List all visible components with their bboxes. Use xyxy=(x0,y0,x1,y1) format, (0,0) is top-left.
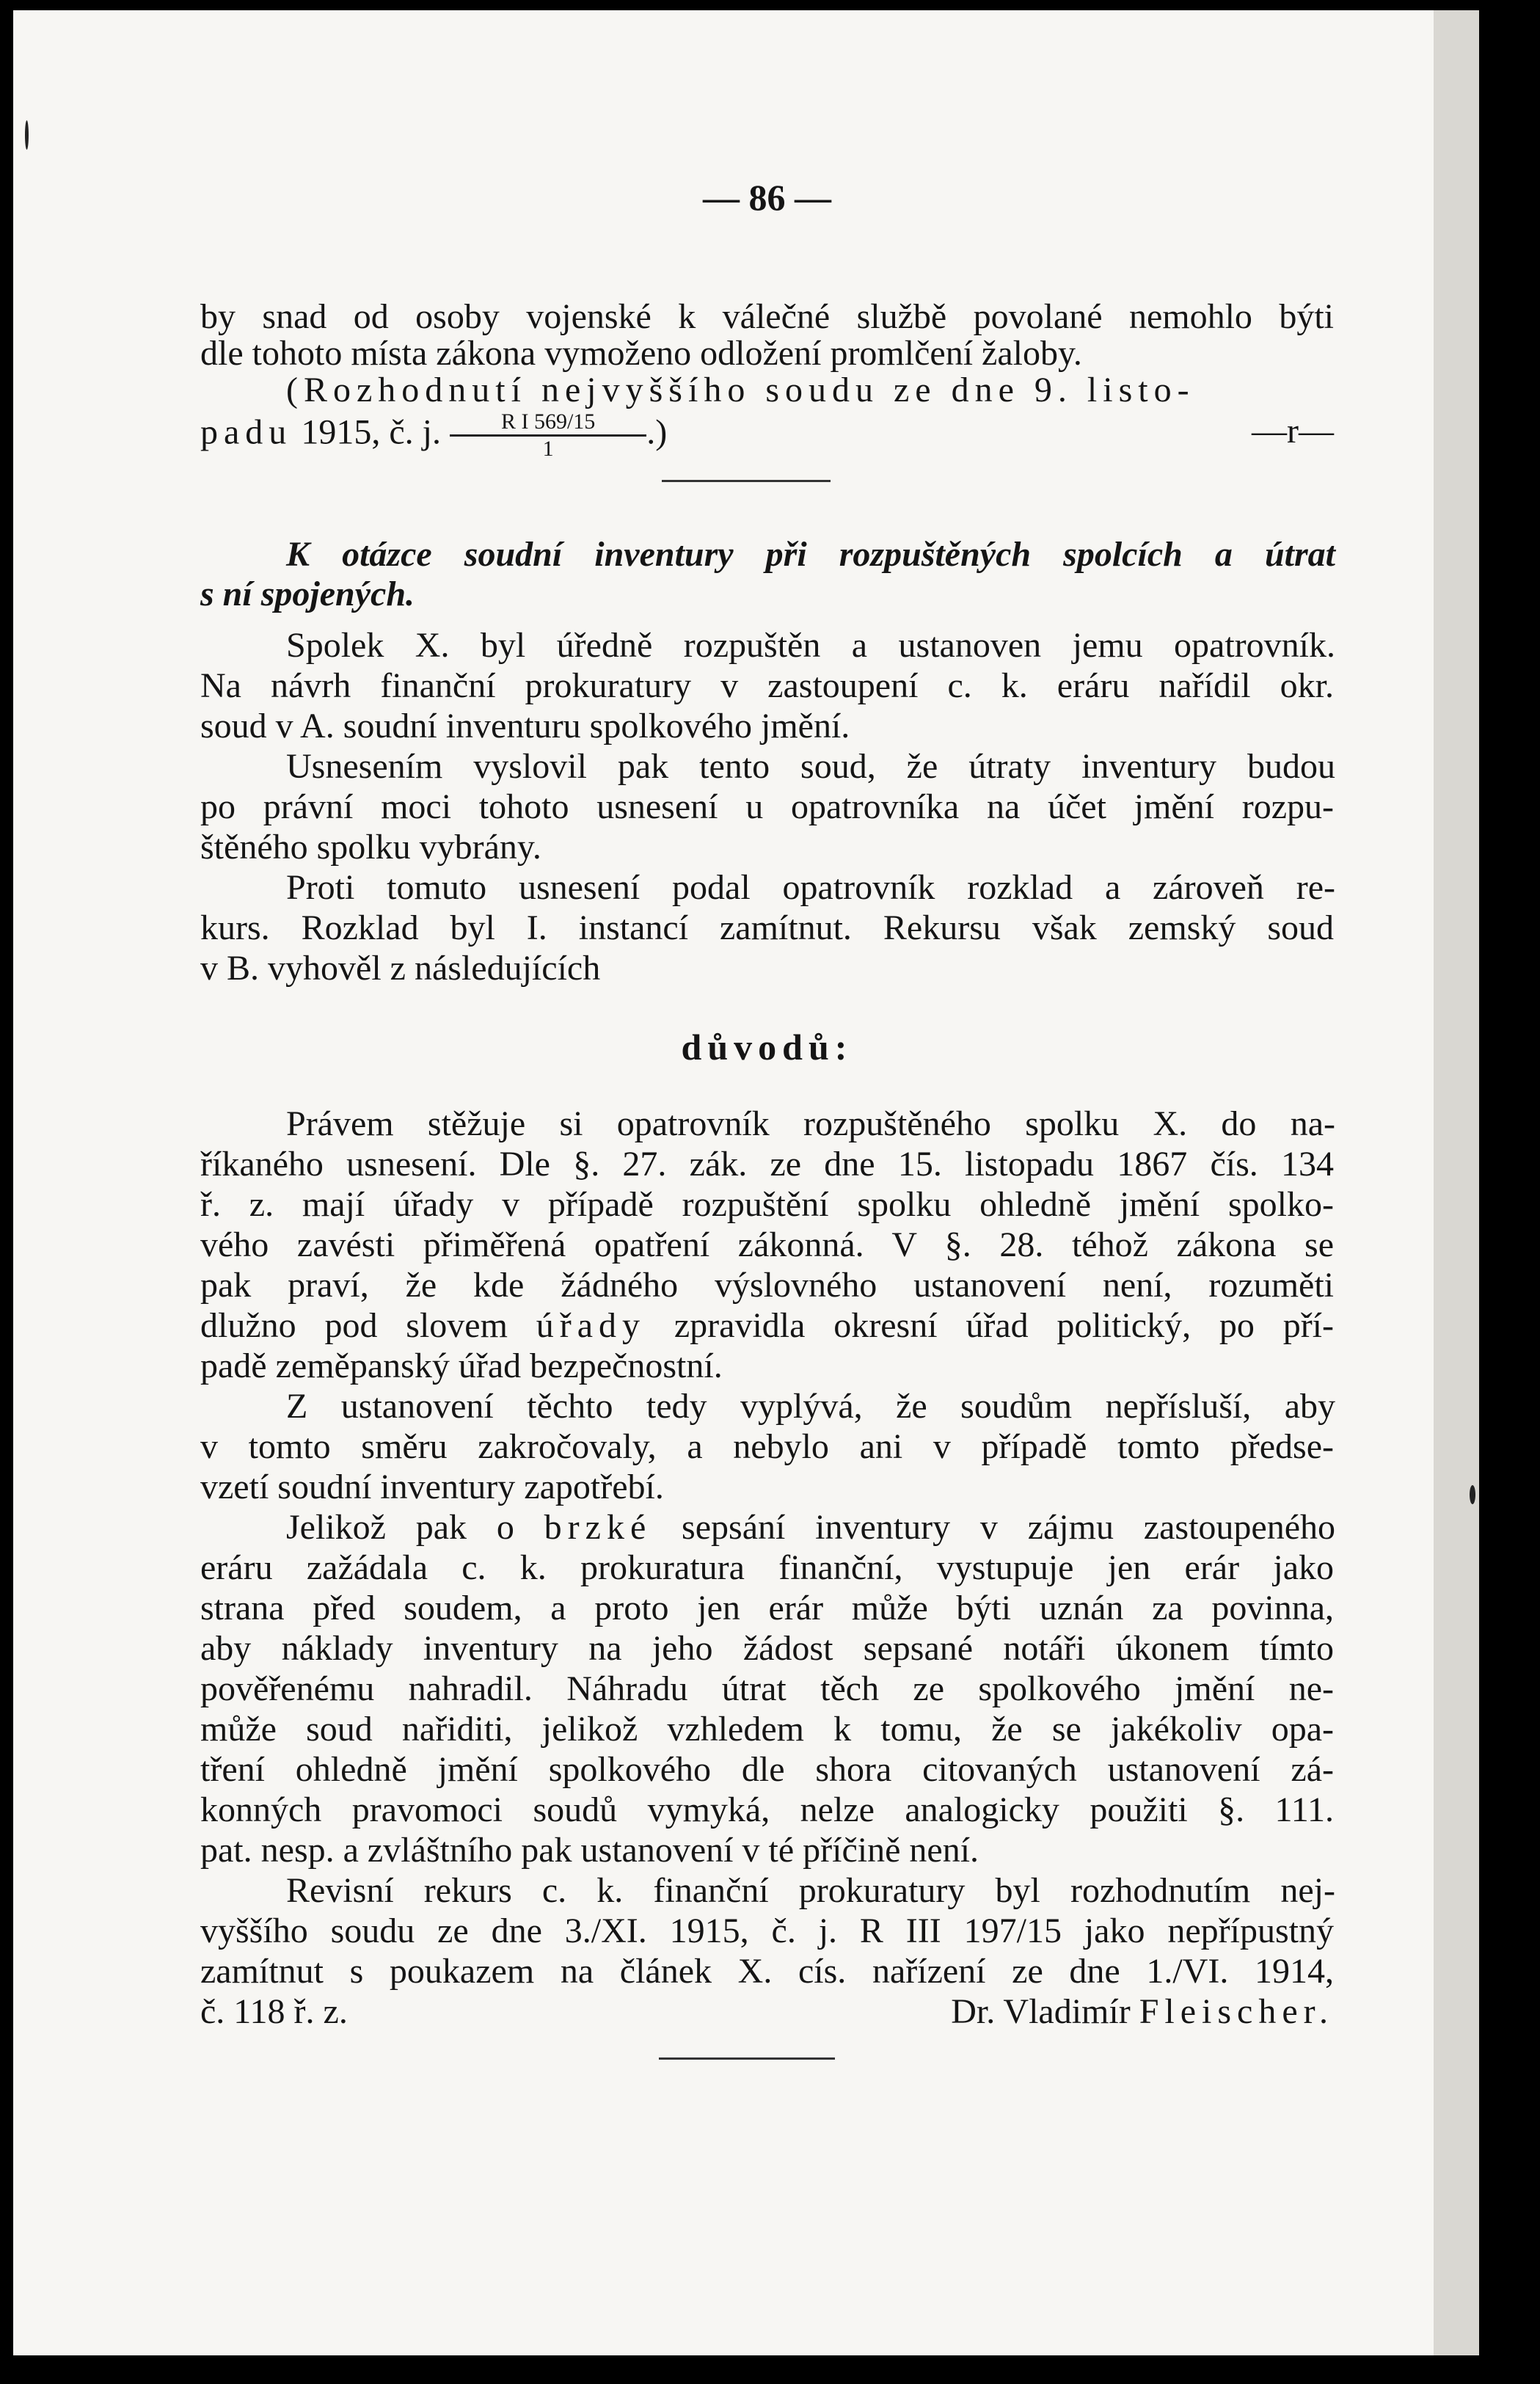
section-divider xyxy=(659,2057,835,2060)
scanned-page xyxy=(13,10,1479,2355)
text-line: eráru zažádala c. k. prokuratura finanční, vystupuje jen erár jako xyxy=(200,1548,1334,1587)
text-line: pat. nesp. a zvláštního pak ustanovení v té příčině není. xyxy=(200,1831,979,1870)
author-name xyxy=(951,1990,1334,2034)
text-line: Z ustanovení těchto tedy vyplývá, že soudům nepřísluší, aby xyxy=(286,1387,1335,1426)
text-line xyxy=(200,1304,1334,1348)
citation-word: padu xyxy=(200,412,293,452)
text-line: pověřenému nahradil. Náhradu útrat těch ze spolkového jmění ne- xyxy=(200,1669,1334,1708)
text-line: strana před soudem, a proto jen erár může býti uznán za povinna, xyxy=(200,1589,1334,1627)
text-line: může soud nařiditi, jelikož vzhledem k tomu, že se jakékoliv opa- xyxy=(200,1710,1334,1749)
text-line xyxy=(200,1990,1334,2034)
section-heading: K otázce soudní inventury při rozpuštěných spolcích a útrat xyxy=(286,535,1335,574)
text-line: Proti tomuto usnesení podal opatrovník rozklad a zároveň re- xyxy=(286,868,1335,907)
subheading-duvodu: důvodů: xyxy=(681,1027,853,1068)
text-line: soud v A. soudní inventuru spolkového jmění. xyxy=(200,707,850,746)
text-line: padě zeměpanský úřad bezpečnostní. xyxy=(200,1346,723,1385)
text-line: by snad od osoby vojenské k válečné službě povolané nemohlo býti xyxy=(200,297,1334,336)
citation-line-2 xyxy=(200,409,1334,462)
text-line: po právní moci tohoto usnesení u opatrovníka na účet jmění rozpu- xyxy=(200,787,1334,826)
fraction-numerator: R I 569/15 xyxy=(450,409,646,437)
section-divider xyxy=(662,480,831,482)
section-heading: s ní spojených. xyxy=(200,575,415,613)
text-line: štěného spolku vybrány. xyxy=(200,828,541,867)
text-line: Právem stěžuje si opatrovník rozpuštěného spolku X. do na- xyxy=(286,1104,1335,1143)
page-number: — 86 — xyxy=(703,177,831,218)
citation-text: 1915, č. j. xyxy=(301,412,441,452)
scan-speck xyxy=(25,120,29,150)
text-line: kurs. Rozklad byl I. instancí zamítnut. Rekursu však zemský soud xyxy=(200,908,1334,947)
text-fragment: dlužno pod slovem xyxy=(200,1306,508,1345)
citation-line: (Rozhodnutí nejvyššího soudu ze dne 9. listo- xyxy=(286,371,1195,409)
case-fraction xyxy=(450,409,646,462)
text-line: vého zavésti přiměřená opatření zákonná. V §. 28. téhož zákona se xyxy=(200,1225,1334,1264)
text-fragment: sepsání inventury v zájmu zastoupeného xyxy=(682,1508,1336,1547)
spaced-word: brzké xyxy=(544,1508,652,1547)
text-line: Revisní rekurs c. k. finanční prokuratury byl rozhodnutím nej- xyxy=(286,1871,1335,1910)
author-first: Dr. Vladimír xyxy=(951,1992,1131,2031)
citation-close: .) xyxy=(646,412,668,452)
text-line: aby náklady inventury na jeho žádost sepsané notáři úkonem tímto xyxy=(200,1629,1334,1668)
scan-speck xyxy=(1470,1485,1475,1504)
text-line: Usnesením vyslovil pak tento soud, že útraty inventury budou xyxy=(286,747,1335,786)
text-fragment: zpravidla okresní úřad politický, po pří- xyxy=(674,1306,1335,1345)
spaced-word: úřady xyxy=(536,1306,646,1345)
page-edge-shadow xyxy=(1434,10,1479,2355)
text-line: říkaného usnesení. Dle §. 27. zák. ze dne 15. listopadu 1867 čís. 134 xyxy=(200,1145,1334,1184)
text-line: tření ohledně jmění spolkového dle shora citovaných ustanovení zá- xyxy=(200,1750,1334,1789)
text-line: konných pravomoci soudů vymyká, nelze analogicky použiti §. 111. xyxy=(200,1790,1334,1829)
text-line: vzetí soudní inventury zapotřebí. xyxy=(200,1468,664,1506)
text-line: v tomto směru zakročovaly, a nebylo ani v případě tomto předse- xyxy=(200,1427,1334,1466)
text-line: Spolek X. byl úředně rozpuštěn a ustanoven jemu opatrovník. xyxy=(286,626,1335,665)
text-line: v B. vyhověl z následujících xyxy=(200,949,601,988)
text-line: vyššího soudu ze dne 3./XI. 1915, č. j. R III 197/15 jako nepřípustný xyxy=(200,1911,1334,1950)
text-fragment: č. 118 ř. z. xyxy=(200,1992,348,2031)
text-line: pak praví, že kde žádného výslovného ustanovení není, rozuměti xyxy=(200,1266,1334,1305)
text-line: ř. z. mají úřady v případě rozpuštění spolku ohledně jmění spolko- xyxy=(200,1185,1334,1224)
author-signature: —r— xyxy=(1252,412,1334,451)
fraction-denominator: 1 xyxy=(542,437,554,461)
author-surname: Fleischer. xyxy=(1139,1992,1334,2031)
text-line: Na návrh finanční prokuratury v zastoupení c. k. eráru nařídil okr. xyxy=(200,666,1334,705)
text-line: zamítnut s poukazem na článek X. cís. nařízení ze dne 1./VI. 1914, xyxy=(200,1952,1334,1991)
text-line xyxy=(286,1506,1335,1550)
text-fragment: Jelikož pak o xyxy=(286,1508,514,1547)
text-line: dle tohoto místa zákona vymoženo odložení promlčení žaloby. xyxy=(200,334,1082,373)
